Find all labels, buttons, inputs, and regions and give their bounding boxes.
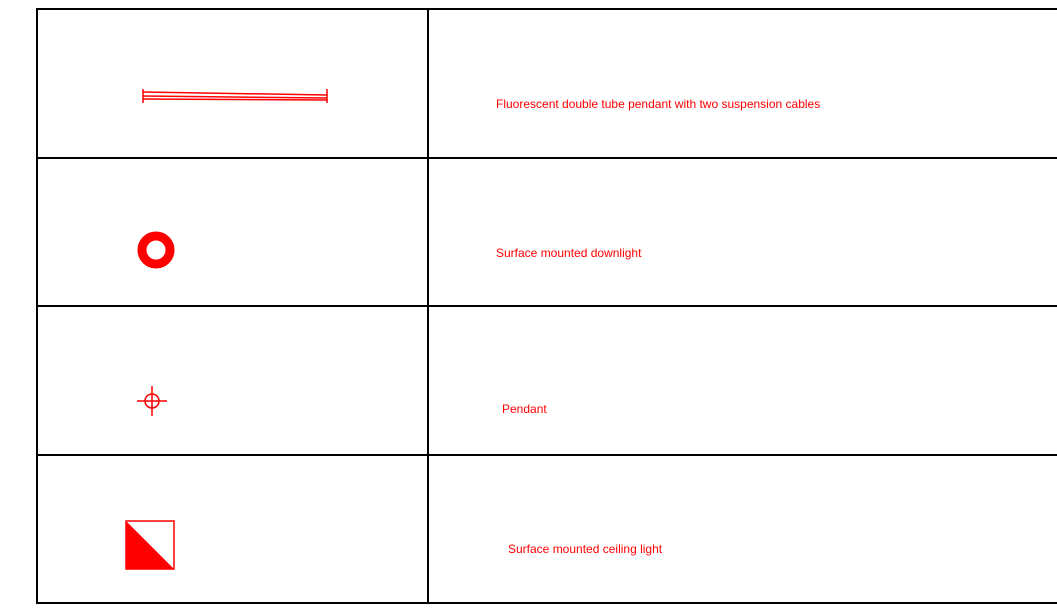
- legend-symbol-cell: [38, 10, 427, 157]
- legend-label: Surface mounted downlight: [496, 246, 642, 260]
- legend-row-fluorescent-double-tube-pendant: [38, 10, 1057, 159]
- legend-label: Pendant: [502, 402, 547, 416]
- fluorescent-double-tube-pendant-icon: [38, 10, 427, 157]
- legend-label: Fluorescent double tube pendant with two suspension cables: [496, 97, 821, 111]
- column-divider: [427, 456, 429, 604]
- column-divider: [427, 158, 429, 305]
- column-divider: [427, 10, 429, 157]
- lighting-legend-table: [36, 8, 1057, 604]
- legend-row-pendant: [38, 307, 1057, 456]
- legend-symbol-cell: [38, 456, 427, 604]
- column-divider: [427, 307, 429, 454]
- legend-row-surface-mounted-ceiling-light: [38, 456, 1057, 604]
- surface-mounted-ceiling-light-icon: [38, 456, 427, 603]
- legend-symbol-cell: [38, 158, 427, 305]
- legend-label: Surface mounted ceiling light: [508, 542, 663, 556]
- legend-row-surface-mounted-downlight: [38, 158, 1057, 307]
- legend-symbol-cell: [38, 307, 427, 454]
- pendant-icon: [38, 307, 427, 454]
- surface-mounted-downlight-icon: [38, 158, 427, 305]
